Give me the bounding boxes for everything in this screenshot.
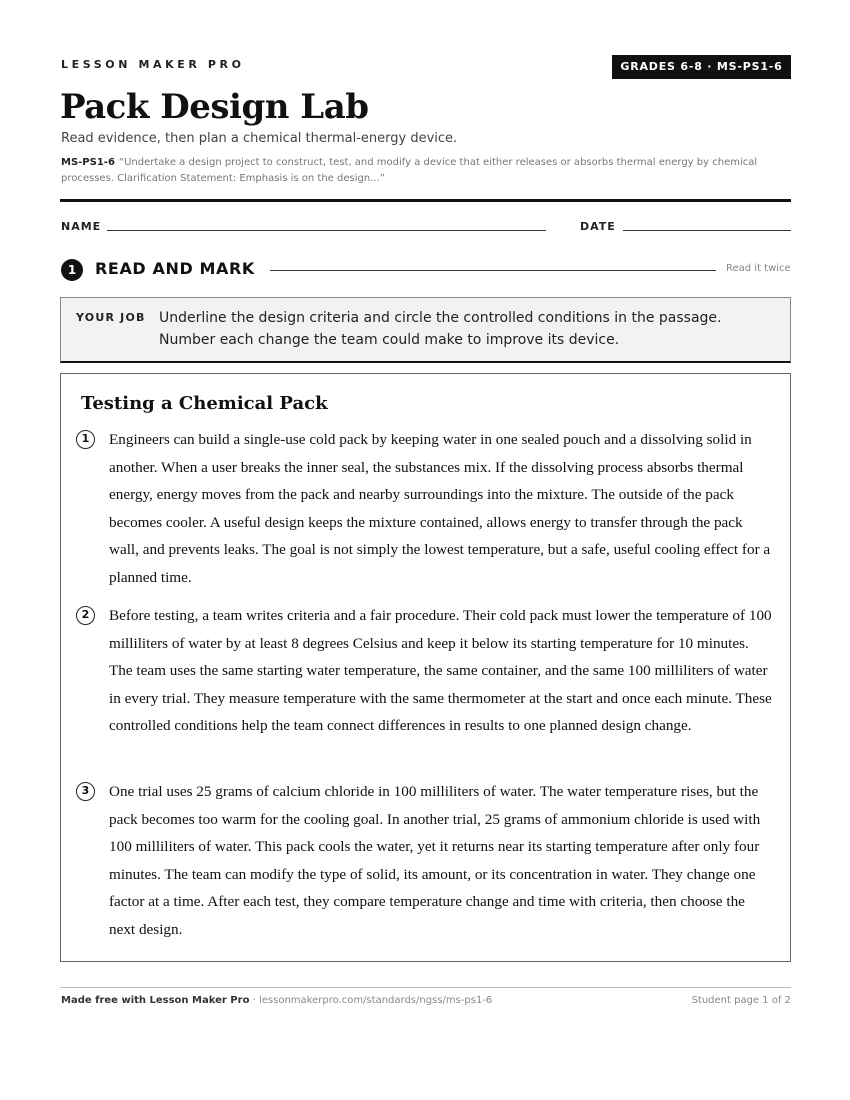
paragraph-number-2: 2 xyxy=(76,606,95,625)
standard-code: MS-PS1-6 xyxy=(61,157,115,168)
brand-name: LESSON MAKER PRO xyxy=(61,58,245,71)
date-label: DATE xyxy=(580,220,616,233)
standard-statement xyxy=(61,155,791,187)
paragraph-3: One trial uses 25 grams of calcium chloride in 100 milliliters of water. The water temperature rises, but the pack becomes too warm for the cooling goal. In another trial, 25 grams of ammonium chloride is used with 100 milliliters of water. This pack cools the water, yet it returns near its starting temperature after only four minutes. The team can modify the type of solid, its amount, or its concentration in water. They change one factor at a time. After each test, they compare temperature change and time with criteria, then choose the next design. xyxy=(109,783,761,938)
name-label: NAME xyxy=(61,220,102,233)
footer-divider xyxy=(60,987,791,988)
page-subtitle: Read evidence, then plan a chemical thermal-energy device. xyxy=(61,131,458,146)
section-number-badge: 1 xyxy=(61,259,83,281)
passage-title: Testing a Chemical Pack xyxy=(81,393,328,414)
paragraph-number-3: 3 xyxy=(76,782,95,801)
date-field[interactable] xyxy=(623,230,791,231)
paragraph-number-1: 1 xyxy=(76,430,95,449)
reading-passage xyxy=(60,373,791,962)
footer-credit-brand: Made free with Lesson Maker Pro xyxy=(61,995,250,1006)
section-divider xyxy=(270,270,716,271)
section-title: READ AND MARK xyxy=(95,259,255,278)
name-field[interactable] xyxy=(107,230,546,231)
paragraph-2: Before testing, a team writes criteria and a fair procedure. Their cold pack must lower the temperature of 100 milliliters of water by at least 8 degrees Celsius and keep it below its starting temperature for 10 minutes. The team uses the same starting water temperature, the same container, and the same 100 milliliters of water in every trial. They measure temperature with the same thermometer at the start and once each minute. These controlled conditions help the team connect differences in results to one planned design change. xyxy=(109,607,772,735)
paragraph-1: Engineers can build a single-use cold pack by keeping water in one sealed pouch and a dissolving solid in another. When a user breaks the inner seal, the substances mix. If the dissolving process absorbs thermal energy, energy moves from the pack and nearby surroundings into the mixture. The outside of the pack becomes cooler. A useful design keeps the mixture contained, allows energy to transfer through the pack wall, and prevents leaks. The goal is not simply the lowest temperature, but a safe, useful cooling effect for a planned time. xyxy=(109,431,771,586)
footer-credit xyxy=(61,995,492,1006)
job-instructions-box xyxy=(60,297,791,363)
standard-text: “Undertake a design project to construct, test, and modify a device that either releases or absorbs thermal energy by chemical processes. Clarification Statement: Emphasis is on the design...” xyxy=(61,157,758,184)
footer-credit-link[interactable]: · lessonmakerpro.com/standards/ngss/ms-ps1-6 xyxy=(249,995,493,1006)
section-note: Read it twice xyxy=(726,263,791,274)
grade-standard-badge: GRADES 6-8 · MS-PS1-6 xyxy=(612,55,791,79)
job-label: YOUR JOB xyxy=(76,311,146,324)
page-indicator: Student page 1 of 2 xyxy=(691,995,791,1006)
page-title: Pack Design Lab xyxy=(60,87,369,127)
header-divider xyxy=(60,199,791,202)
job-text: Underline the design criteria and circle the controlled conditions in the passage. Number each change the team could make to improve its device. xyxy=(159,310,722,348)
